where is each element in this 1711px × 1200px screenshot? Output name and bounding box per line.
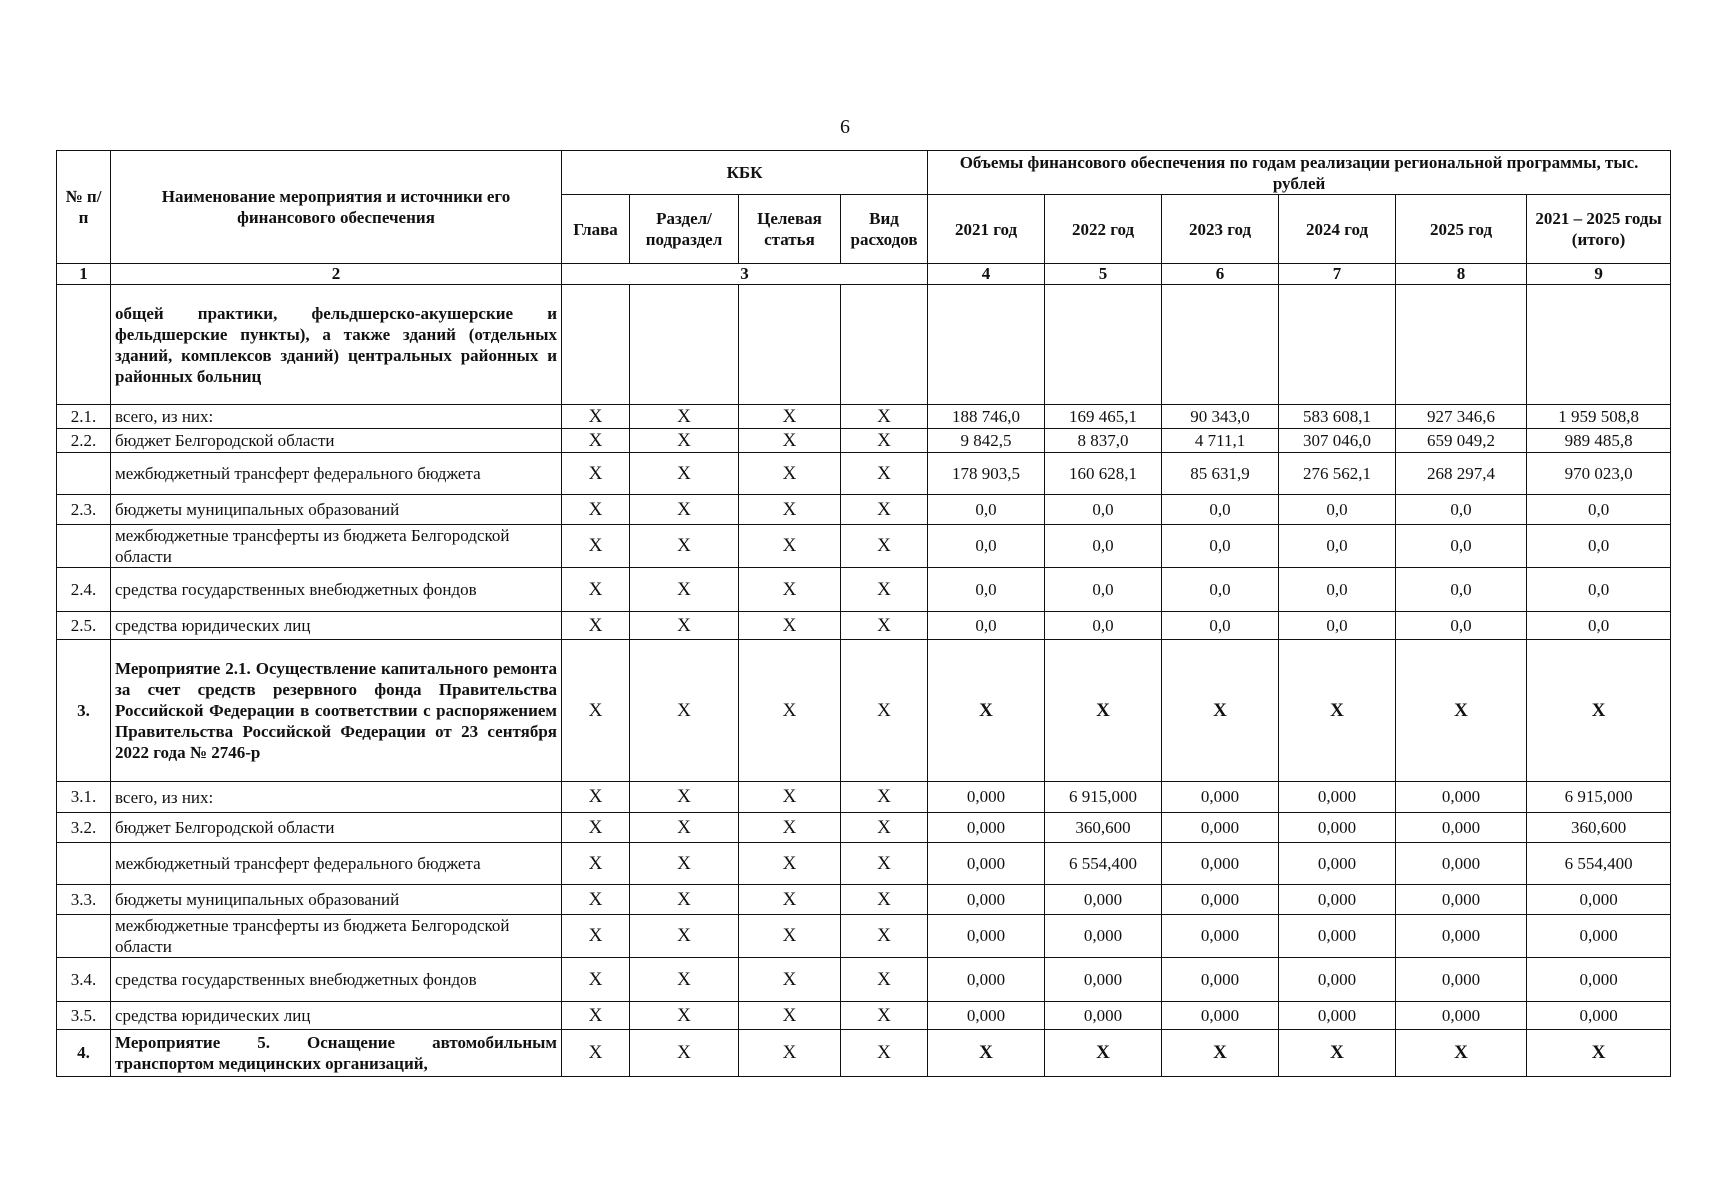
column-index-row (57, 264, 1671, 285)
column-index: 7 (1279, 264, 1396, 285)
column-index: 4 (928, 264, 1045, 285)
row-name: межбюджетный трансферт федерального бюджета (111, 843, 562, 885)
kbk-cell: Х (739, 405, 841, 429)
value-cell: 0,000 (1396, 843, 1527, 885)
value-cell: 0,0 (1396, 525, 1527, 568)
table-header (57, 151, 1671, 285)
row-name: Мероприятие 5. Оснащение автомобильным транспортом медицинских организаций, (111, 1030, 562, 1077)
value-cell: 0,0 (1279, 612, 1396, 640)
row-name: бюджет Белгородской области (111, 813, 562, 843)
kbk-cell: Х (841, 885, 928, 915)
kbk-cell: Х (841, 453, 928, 495)
value-cell (1279, 285, 1396, 405)
value-cell: 0,000 (1045, 915, 1162, 958)
row-number: 3.4. (57, 958, 111, 1002)
value-cell: 1 959 508,8 (1527, 405, 1671, 429)
table-row (57, 453, 1671, 495)
value-cell: 0,000 (1279, 813, 1396, 843)
row-name: Мероприятие 2.1. Осуществление капитального ремонта за счет средств резервного фонда Правительства Российской Федерации в соответствии с распоряжением Правительства Российской Федерации от 23 сентября 2022 года № 2746-р (111, 640, 562, 782)
table-row (57, 568, 1671, 612)
value-cell: 0,000 (1396, 915, 1527, 958)
column-index: 8 (1396, 264, 1527, 285)
column-index: 6 (1162, 264, 1279, 285)
row-number: 3.5. (57, 1002, 111, 1030)
value-cell: 0,0 (1396, 568, 1527, 612)
value-cell: 0,000 (1279, 958, 1396, 1002)
value-cell: 0,000 (1279, 915, 1396, 958)
row-number: 3.3. (57, 885, 111, 915)
value-cell: 0,000 (1045, 958, 1162, 1002)
table-row (57, 958, 1671, 1002)
value-cell: 0,000 (928, 958, 1045, 1002)
table-row (57, 1002, 1671, 1030)
value-cell: 360,600 (1045, 813, 1162, 843)
value-cell: 85 631,9 (1162, 453, 1279, 495)
kbk-cell: Х (630, 405, 739, 429)
kbk-cell: Х (630, 1002, 739, 1030)
value-cell: 0,000 (928, 782, 1045, 813)
header-name: Наименование мероприятия и источники его финансового обеспечения (111, 151, 562, 264)
kbk-cell: Х (841, 429, 928, 453)
value-cell: 0,000 (1279, 885, 1396, 915)
table-row (57, 843, 1671, 885)
value-cell: Х (1045, 640, 1162, 782)
value-cell: Х (1045, 1030, 1162, 1077)
kbk-cell: Х (841, 405, 928, 429)
value-cell: 0,000 (1162, 813, 1279, 843)
header-kbk-col: Раздел/ подраздел (630, 195, 739, 264)
value-cell: 276 562,1 (1279, 453, 1396, 495)
kbk-cell: Х (739, 453, 841, 495)
kbk-cell: Х (562, 915, 630, 958)
value-cell: 4 711,1 (1162, 429, 1279, 453)
kbk-cell: Х (562, 1002, 630, 1030)
value-cell: 0,0 (1045, 525, 1162, 568)
row-number: 2.3. (57, 495, 111, 525)
kbk-cell: Х (841, 640, 928, 782)
value-cell: 0,000 (1162, 1002, 1279, 1030)
kbk-cell: Х (841, 915, 928, 958)
kbk-cell: Х (739, 640, 841, 782)
value-cell: 0,0 (1045, 568, 1162, 612)
table-row (57, 612, 1671, 640)
value-cell (1527, 285, 1671, 405)
kbk-cell: Х (630, 612, 739, 640)
row-number (57, 525, 111, 568)
kbk-cell: Х (562, 782, 630, 813)
value-cell: 0,000 (1162, 958, 1279, 1002)
value-cell: 188 746,0 (928, 405, 1045, 429)
kbk-cell: Х (630, 915, 739, 958)
row-number: 3.1. (57, 782, 111, 813)
kbk-cell (739, 285, 841, 405)
value-cell: 0,0 (1527, 568, 1671, 612)
value-cell: Х (1396, 1030, 1527, 1077)
kbk-cell: Х (739, 429, 841, 453)
header-kbk-col: Целевая статья (739, 195, 841, 264)
kbk-cell: Х (630, 782, 739, 813)
value-cell: 360,600 (1527, 813, 1671, 843)
table-row (57, 285, 1671, 405)
kbk-cell: Х (630, 568, 739, 612)
row-name: бюджеты муниципальных образований (111, 885, 562, 915)
value-cell: 0,0 (1045, 495, 1162, 525)
table-row (57, 885, 1671, 915)
kbk-cell: Х (739, 495, 841, 525)
kbk-cell: Х (841, 568, 928, 612)
row-number: 2.5. (57, 612, 111, 640)
value-cell: 0,000 (1527, 885, 1671, 915)
value-cell: Х (1279, 1030, 1396, 1077)
value-cell: 0,000 (928, 813, 1045, 843)
value-cell: 0,0 (1527, 495, 1671, 525)
column-index: 9 (1527, 264, 1671, 285)
row-number (57, 915, 111, 958)
page-number: 6 (840, 116, 850, 138)
row-number: 2.2. (57, 429, 111, 453)
value-cell: Х (1527, 640, 1671, 782)
row-name: межбюджетный трансферт федерального бюджета (111, 453, 562, 495)
value-cell: 9 842,5 (928, 429, 1045, 453)
value-cell: 583 608,1 (1279, 405, 1396, 429)
value-cell: 268 297,4 (1396, 453, 1527, 495)
value-cell: 0,000 (928, 843, 1045, 885)
kbk-cell: Х (739, 782, 841, 813)
kbk-cell: Х (562, 525, 630, 568)
kbk-cell: Х (841, 958, 928, 1002)
value-cell: 160 628,1 (1045, 453, 1162, 495)
header-year-col: 2022 год (1045, 195, 1162, 264)
kbk-cell: Х (630, 885, 739, 915)
value-cell: 0,000 (1162, 843, 1279, 885)
row-name: средства юридических лиц (111, 612, 562, 640)
value-cell: Х (1527, 1030, 1671, 1077)
value-cell: 0,000 (1279, 843, 1396, 885)
value-cell: 169 465,1 (1045, 405, 1162, 429)
kbk-cell: Х (630, 495, 739, 525)
header-kbk-col: Глава (562, 195, 630, 264)
value-cell: Х (1279, 640, 1396, 782)
value-cell: 0,000 (1045, 885, 1162, 915)
value-cell: 0,000 (928, 885, 1045, 915)
value-cell: 6 915,000 (1045, 782, 1162, 813)
header-year-col: 2025 год (1396, 195, 1527, 264)
value-cell: Х (928, 640, 1045, 782)
header-num: № п/п (57, 151, 111, 264)
kbk-cell: Х (562, 495, 630, 525)
value-cell: 178 903,5 (928, 453, 1045, 495)
kbk-cell: Х (739, 885, 841, 915)
kbk-cell: Х (739, 1002, 841, 1030)
kbk-cell: Х (841, 782, 928, 813)
kbk-cell: Х (841, 843, 928, 885)
value-cell: 0,0 (1162, 495, 1279, 525)
kbk-cell: Х (562, 429, 630, 453)
kbk-cell: Х (562, 453, 630, 495)
kbk-cell: Х (562, 640, 630, 782)
table-row (57, 640, 1671, 782)
kbk-cell: Х (841, 1002, 928, 1030)
header-year-col: 2024 год (1279, 195, 1396, 264)
kbk-cell: Х (739, 813, 841, 843)
row-name: средства юридических лиц (111, 1002, 562, 1030)
value-cell: 6 554,400 (1045, 843, 1162, 885)
value-cell (1396, 285, 1527, 405)
kbk-cell: Х (630, 525, 739, 568)
value-cell: 0,000 (928, 915, 1045, 958)
value-cell: Х (1162, 640, 1279, 782)
kbk-cell: Х (562, 843, 630, 885)
kbk-cell: Х (562, 405, 630, 429)
table-row (57, 405, 1671, 429)
header-kbk: КБК (562, 151, 928, 195)
value-cell: 0,000 (1279, 1002, 1396, 1030)
table-row (57, 782, 1671, 813)
kbk-cell: Х (562, 813, 630, 843)
kbk-cell: Х (739, 568, 841, 612)
value-cell: 0,0 (1162, 612, 1279, 640)
kbk-cell: Х (630, 958, 739, 1002)
row-number: 3. (57, 640, 111, 782)
kbk-cell: Х (562, 568, 630, 612)
value-cell: 0,0 (1045, 612, 1162, 640)
value-cell: 0,000 (1162, 782, 1279, 813)
value-cell: 0,0 (1162, 568, 1279, 612)
value-cell: 927 346,6 (1396, 405, 1527, 429)
column-index: 1 (57, 264, 111, 285)
row-name: средства государственных внебюджетных фондов (111, 958, 562, 1002)
value-cell: 6 554,400 (1527, 843, 1671, 885)
kbk-cell: Х (841, 813, 928, 843)
kbk-cell: Х (841, 495, 928, 525)
value-cell: 989 485,8 (1527, 429, 1671, 453)
row-name: межбюджетные трансферты из бюджета Белгородской области (111, 915, 562, 958)
value-cell: 8 837,0 (1045, 429, 1162, 453)
kbk-cell: Х (739, 612, 841, 640)
value-cell: 0,000 (1396, 885, 1527, 915)
value-cell: 0,0 (1279, 495, 1396, 525)
value-cell: 659 049,2 (1396, 429, 1527, 453)
kbk-cell: Х (562, 958, 630, 1002)
value-cell: 0,0 (928, 568, 1045, 612)
kbk-cell: Х (630, 1030, 739, 1077)
row-name: всего, из них: (111, 782, 562, 813)
row-name: бюджеты муниципальных образований (111, 495, 562, 525)
kbk-cell: Х (630, 813, 739, 843)
value-cell: 0,0 (928, 525, 1045, 568)
header-kbk-col: Вид расходов (841, 195, 928, 264)
table-body (57, 285, 1671, 1077)
value-cell (1162, 285, 1279, 405)
value-cell: 0,000 (1162, 915, 1279, 958)
row-name: бюджет Белгородской области (111, 429, 562, 453)
value-cell: Х (928, 1030, 1045, 1077)
value-cell: 307 046,0 (1279, 429, 1396, 453)
table-row (57, 915, 1671, 958)
kbk-cell: Х (630, 429, 739, 453)
row-name: средства государственных внебюджетных фондов (111, 568, 562, 612)
kbk-cell: Х (841, 612, 928, 640)
table-row (57, 429, 1671, 453)
value-cell: 0,0 (928, 612, 1045, 640)
kbk-cell: Х (841, 525, 928, 568)
value-cell: 970 023,0 (1527, 453, 1671, 495)
value-cell: 0,000 (1045, 1002, 1162, 1030)
kbk-cell: Х (739, 843, 841, 885)
column-index: 2 (111, 264, 562, 285)
kbk-cell: Х (630, 843, 739, 885)
kbk-cell: Х (739, 958, 841, 1002)
value-cell: 0,0 (1396, 495, 1527, 525)
value-cell: 0,0 (1527, 525, 1671, 568)
value-cell: 0,0 (1279, 568, 1396, 612)
value-cell: 0,000 (1527, 915, 1671, 958)
value-cell: 0,000 (1279, 782, 1396, 813)
row-number: 2.4. (57, 568, 111, 612)
value-cell: 0,0 (1162, 525, 1279, 568)
column-index: 5 (1045, 264, 1162, 285)
row-name: всего, из них: (111, 405, 562, 429)
table-row (57, 813, 1671, 843)
value-cell: 0,0 (928, 495, 1045, 525)
row-number (57, 843, 111, 885)
kbk-cell: Х (630, 453, 739, 495)
kbk-cell (630, 285, 739, 405)
financing-table (56, 150, 1671, 1077)
table-row (57, 1030, 1671, 1077)
row-number (57, 285, 111, 405)
value-cell: 0,000 (1527, 1002, 1671, 1030)
kbk-cell: Х (562, 885, 630, 915)
value-cell: Х (1396, 640, 1527, 782)
header-volumes: Объемы финансового обеспечения по годам реализации региональной программы, тыс. рублей (928, 151, 1671, 195)
value-cell (928, 285, 1045, 405)
value-cell: 0,000 (1396, 1002, 1527, 1030)
header-year-col: 2021 год (928, 195, 1045, 264)
row-name: межбюджетные трансферты из бюджета Белгородской области (111, 525, 562, 568)
value-cell: 0,0 (1396, 612, 1527, 640)
kbk-cell (562, 285, 630, 405)
value-cell: 6 915,000 (1527, 782, 1671, 813)
value-cell: Х (1162, 1030, 1279, 1077)
kbk-cell: Х (562, 1030, 630, 1077)
row-number: 3.2. (57, 813, 111, 843)
value-cell: 0,000 (1527, 958, 1671, 1002)
kbk-cell: Х (841, 1030, 928, 1077)
row-name: общей практики, фельдшерско-акушерские и фельдшерские пункты), а также зданий (отдельных зданий, комплексов зданий) центральных районных и районных больниц (111, 285, 562, 405)
value-cell: 0,0 (1279, 525, 1396, 568)
value-cell: 0,000 (928, 1002, 1045, 1030)
kbk-cell: Х (630, 640, 739, 782)
column-index: 3 (562, 264, 928, 285)
row-number (57, 453, 111, 495)
value-cell: 0,000 (1396, 813, 1527, 843)
header-year-col: 2023 год (1162, 195, 1279, 264)
row-number: 4. (57, 1030, 111, 1077)
table-row (57, 495, 1671, 525)
row-number: 2.1. (57, 405, 111, 429)
kbk-cell: Х (739, 1030, 841, 1077)
kbk-cell: Х (562, 612, 630, 640)
kbk-cell (841, 285, 928, 405)
value-cell (1045, 285, 1162, 405)
table-row (57, 525, 1671, 568)
value-cell: 0,000 (1396, 782, 1527, 813)
value-cell: 90 343,0 (1162, 405, 1279, 429)
value-cell: 0,0 (1527, 612, 1671, 640)
value-cell: 0,000 (1396, 958, 1527, 1002)
header-year-col: 2021 – 2025 годы (итого) (1527, 195, 1671, 264)
kbk-cell: Х (739, 525, 841, 568)
value-cell: 0,000 (1162, 885, 1279, 915)
kbk-cell: Х (739, 915, 841, 958)
